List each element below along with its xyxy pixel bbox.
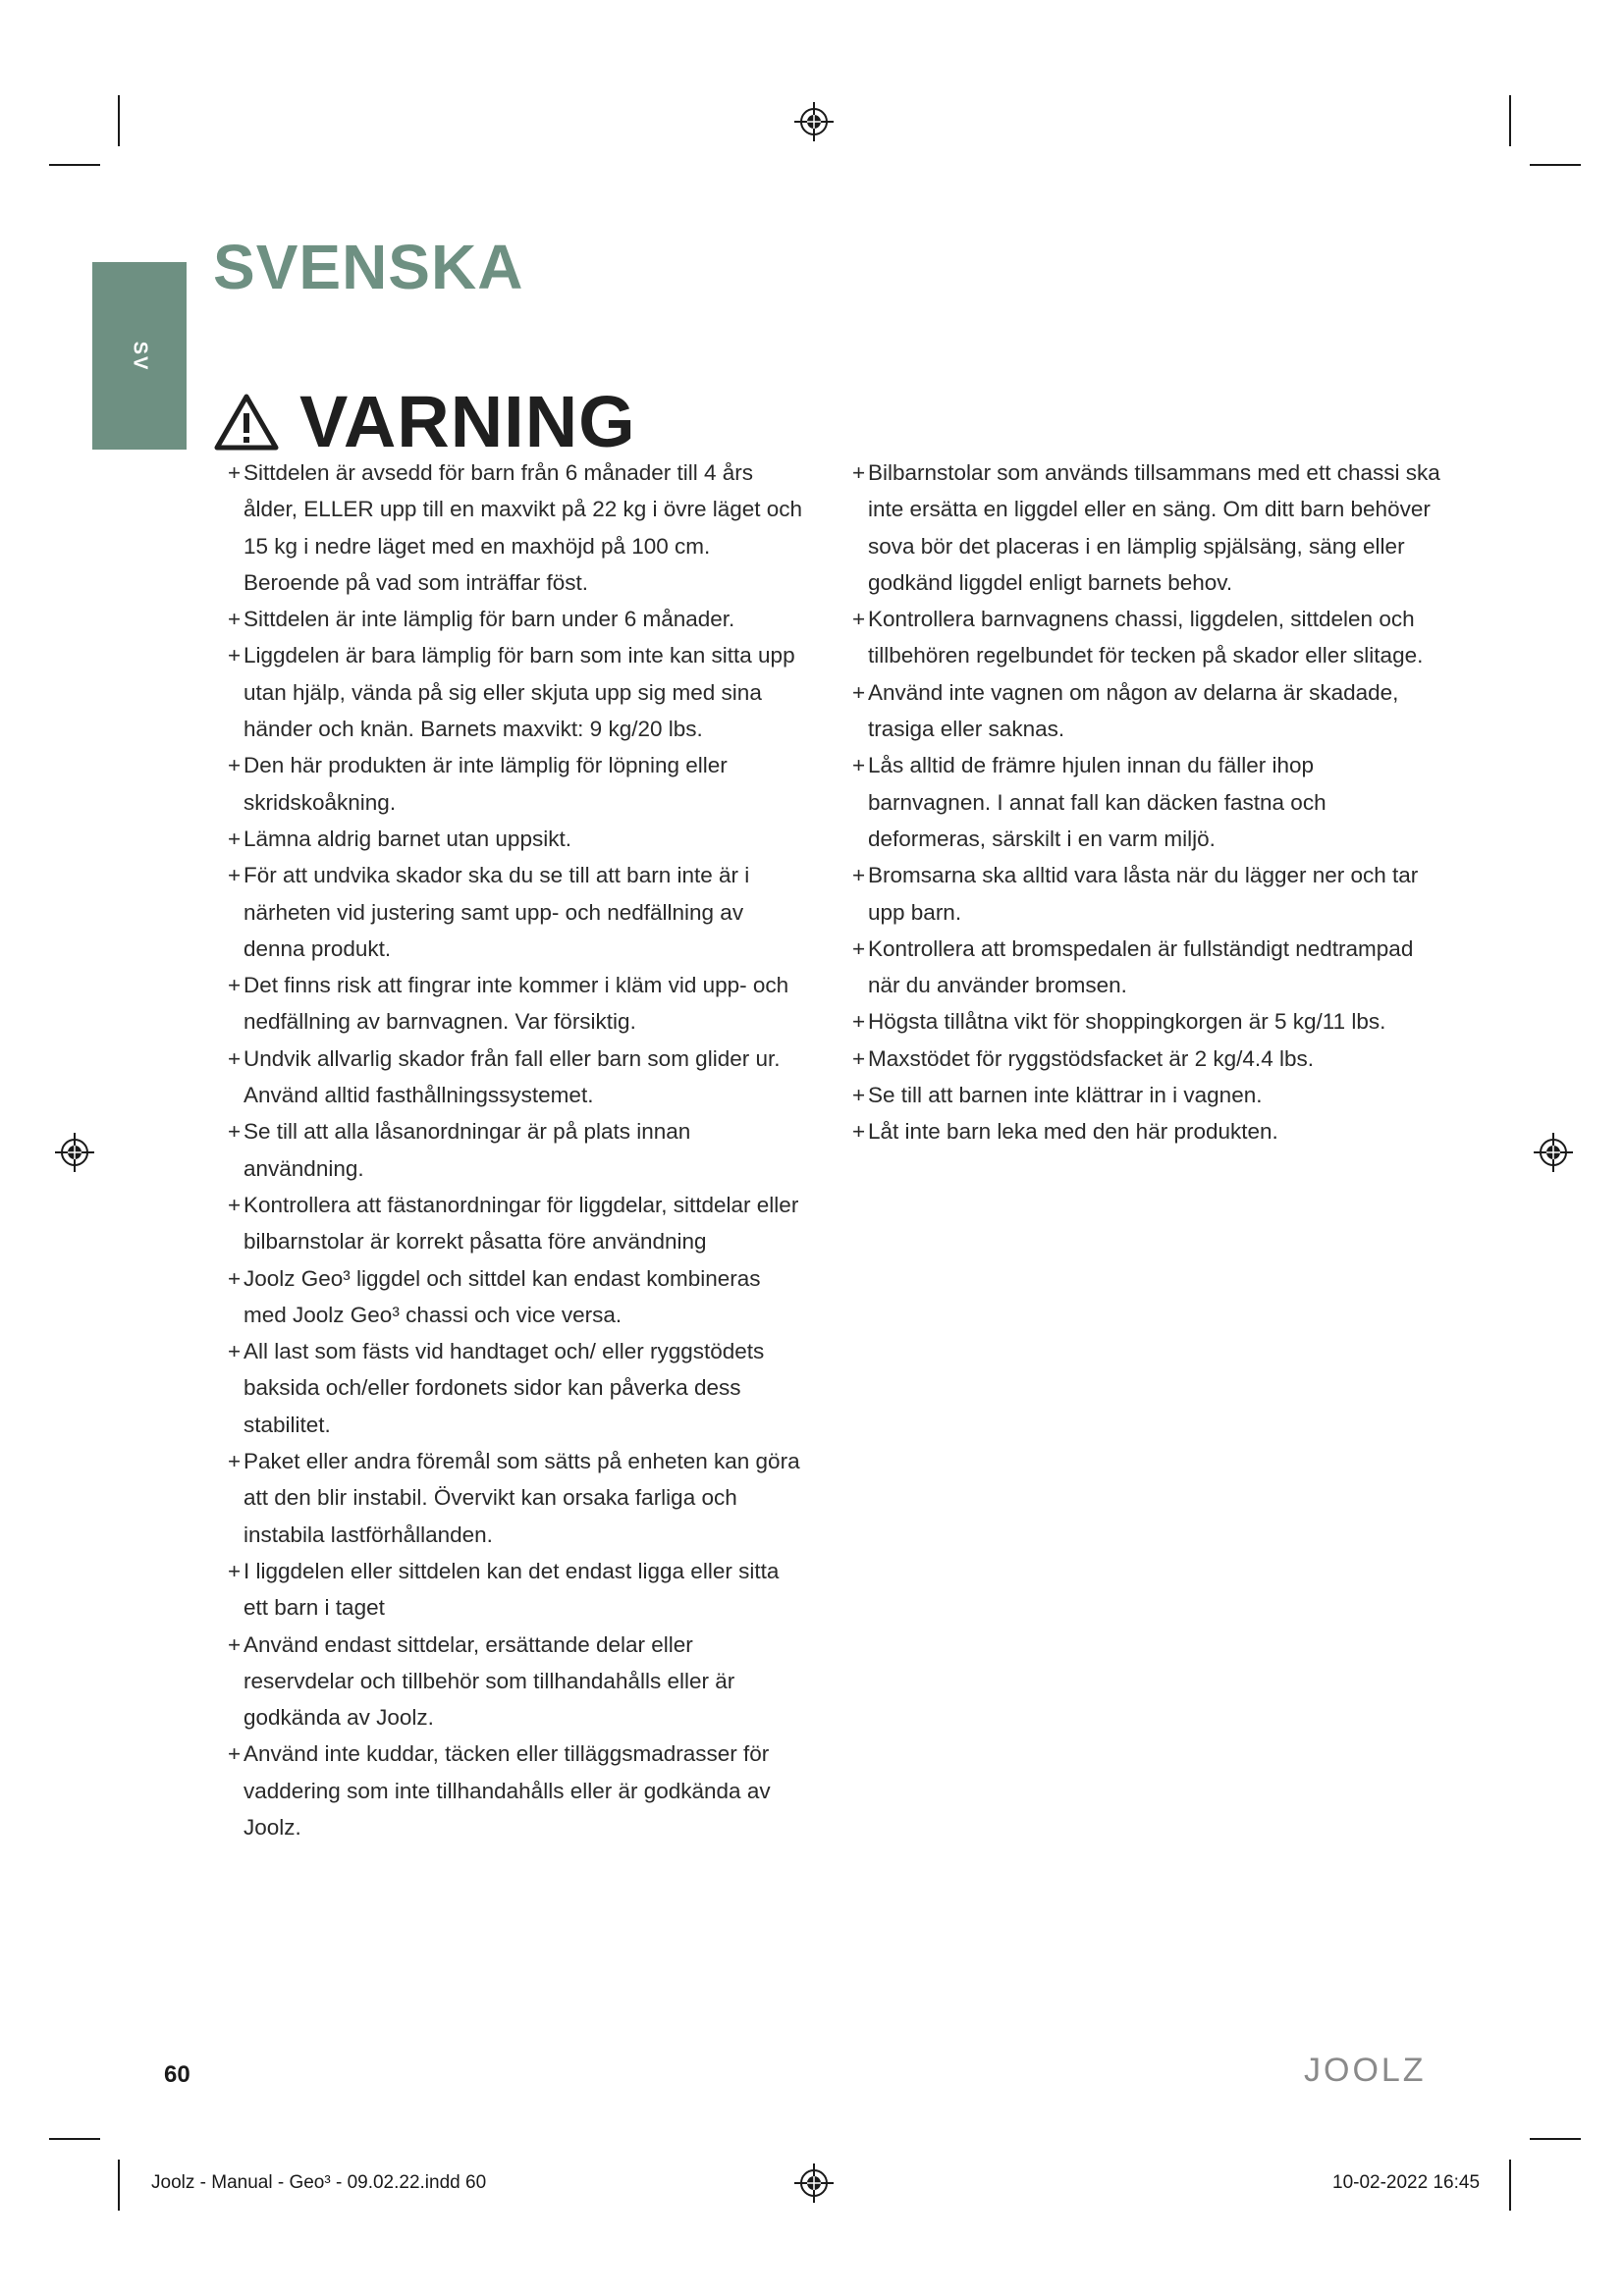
crop-mark — [1509, 2160, 1511, 2211]
brand-logo: JOOLZ — [1304, 2052, 1427, 2089]
section-title: SVENSKA — [213, 232, 524, 302]
list-item: + Använd endast sittdelar, ersättande delar eller reservdelar och tillbehör som tillhandahålls eller är godkända av Joolz. — [228, 1627, 807, 1736]
page-number: 60 — [164, 2061, 190, 2088]
language-tab — [92, 262, 187, 450]
language-tab-label: SV — [129, 341, 151, 371]
list-item: + Lämna aldrig barnet utan uppsikt. — [228, 821, 807, 857]
list-item: + Undvik allvarlig skador från fall eller barn som glider ur. Använd alltid fasthållningssystemet. — [228, 1041, 807, 1114]
crop-mark — [118, 95, 120, 146]
list-item: + Bromsarna ska alltid vara låsta när du lägger ner och tar upp barn. — [852, 857, 1441, 931]
print-slug-date: 10-02-2022 16:45 — [1332, 2172, 1481, 2193]
warning-list-left — [228, 454, 807, 1845]
warning-heading — [213, 383, 636, 461]
list-item: + Bilbarnstolar som används tillsammans med ett chassi ska inte ersätta en liggdel eller en säng. Om ditt barn behöver sova bör det placeras i en lämplig spjälsäng, säng eller godkänd liggdel enligt barnets behov. — [852, 454, 1441, 601]
list-item: + Använd inte vagnen om någon av delarna är skadade, trasiga eller saknas. — [852, 674, 1441, 748]
list-item: + Liggdelen är bara lämplig för barn som inte kan sitta upp utan hjälp, vända på sig eller skjuta upp sig med sina händer och knän. Barnets maxvikt: 9 kg/20 lbs. — [228, 637, 807, 747]
list-item: + Sittdelen är inte lämplig för barn under 6 månader. — [228, 601, 807, 637]
list-item: + Låt inte barn leka med den här produkten. — [852, 1113, 1441, 1149]
print-slug-file: Joolz - Manual - Geo³ - 09.02.22.indd 60 — [151, 2172, 487, 2193]
list-item: + Använd inte kuddar, täcken eller tilläggsmadrasser för vaddering som inte tillhandahålls eller är godkända av Joolz. — [228, 1735, 807, 1845]
list-item: + Joolz Geo³ liggdel och sittdel kan endast kombineras med Joolz Geo³ chassi och vice versa. — [228, 1260, 807, 1334]
registration-mark-icon — [55, 1133, 94, 1172]
crop-mark — [118, 2160, 120, 2211]
list-item: + Kontrollera barnvagnens chassi, liggdelen, sittdelen och tillbehören regelbundet för tecken på skador eller slitage. — [852, 601, 1441, 674]
list-item: + Se till att alla låsanordningar är på plats innan användning. — [228, 1113, 807, 1187]
list-item: + I liggdelen eller sittdelen kan det endast ligga eller sitta ett barn i taget — [228, 1553, 807, 1627]
list-item: + Det finns risk att fingrar inte kommer i kläm vid upp- och nedfällning av barnvagnen. Var försiktig. — [228, 967, 807, 1041]
warning-list-right — [852, 454, 1441, 1150]
list-item: + Kontrollera att bromspedalen är fullständigt nedtrampad när du använder bromsen. — [852, 931, 1441, 1004]
list-item: + All last som fästs vid handtaget och/ eller ryggstödets baksida och/eller fordonets sidor kan påverka dess stabilitet. — [228, 1333, 807, 1443]
crop-mark — [1530, 164, 1581, 166]
crop-mark — [49, 2138, 100, 2140]
list-item: + För att undvika skador ska du se till att barn inte är i närheten vid justering samt upp- och nedfällning av denna produkt. — [228, 857, 807, 967]
list-item: + Sittdelen är avsedd för barn från 6 månader till 4 års ålder, ELLER upp till en maxvikt på 22 kg i övre läget och 15 kg i nedre läget med en maxhöjd på 100 cm. Beroende på vad som inträffar föst. — [228, 454, 807, 601]
warning-triangle-icon — [213, 392, 280, 453]
registration-mark-icon — [794, 102, 834, 141]
crop-mark — [1509, 95, 1511, 146]
list-item: + Paket eller andra föremål som sätts på enheten kan göra att den blir instabil. Övervikt kan orsaka farliga och instabila lastförhållanden. — [228, 1443, 807, 1553]
registration-mark-icon — [794, 2163, 834, 2203]
list-item: + Maxstödet för ryggstödsfacket är 2 kg/4.4 lbs. — [852, 1041, 1441, 1077]
crop-mark — [1530, 2138, 1581, 2140]
warning-heading-text: VARNING — [299, 381, 636, 462]
list-item: + Högsta tillåtna vikt för shoppingkorgen är 5 kg/11 lbs. — [852, 1003, 1441, 1040]
list-item: + Den här produkten är inte lämplig för löpning eller skridskoåkning. — [228, 747, 807, 821]
list-item: + Kontrollera att fästanordningar för liggdelar, sittdelar eller bilbarnstolar är korrekt påsatta före användning — [228, 1187, 807, 1260]
list-item: + Lås alltid de främre hjulen innan du fäller ihop barnvagnen. I annat fall kan däcken fastna och deformeras, särskilt i en varm miljö. — [852, 747, 1441, 857]
list-item: + Se till att barnen inte klättrar in i vagnen. — [852, 1077, 1441, 1113]
registration-mark-icon — [1534, 1133, 1573, 1172]
crop-mark — [49, 164, 100, 166]
